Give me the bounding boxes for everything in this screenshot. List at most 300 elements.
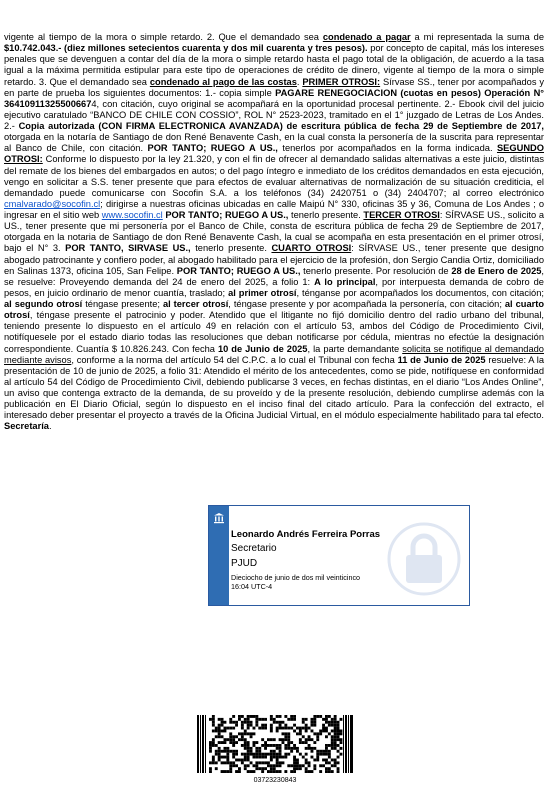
- barcode-module: [279, 753, 282, 756]
- barcode-module: [212, 715, 215, 718]
- barcode-module: [296, 727, 299, 730]
- body-bold-run: POR TANTO; RUEGO A US.,: [147, 143, 278, 154]
- barcode-module: [340, 741, 343, 744]
- barcode-module: [305, 738, 308, 741]
- body-bold-run: PAGARE RENEGOCIACION (cuotas en pesos) Operación N° 36410911325500667: [4, 87, 544, 109]
- barcode-module: [250, 721, 253, 724]
- barcode-module: [276, 715, 279, 718]
- barcode-module: [258, 718, 261, 721]
- barcode-module: [325, 715, 328, 718]
- barcode-module: [331, 744, 334, 747]
- barcode-module: [221, 718, 224, 721]
- barcode-module: [284, 756, 287, 759]
- barcode-module: [293, 730, 296, 733]
- barcode-module: [212, 759, 215, 762]
- barcode-module: [218, 759, 221, 762]
- barcode-module: [250, 750, 253, 753]
- barcode-module: [247, 753, 250, 756]
- barcode-module: [279, 770, 282, 773]
- barcode-guard-bar: [202, 715, 204, 773]
- barcode-module: [313, 724, 316, 727]
- barcode-module: [337, 724, 340, 727]
- barcode-module: [244, 744, 247, 747]
- barcode-module: [325, 735, 328, 738]
- barcode-module: [273, 718, 276, 721]
- barcode-module: [322, 727, 325, 730]
- barcode-module: [235, 753, 238, 756]
- barcode-module: [241, 724, 244, 727]
- barcode-module: [273, 750, 276, 753]
- barcode-module: [299, 753, 302, 756]
- barcode-module: [287, 753, 290, 756]
- barcode-module: [226, 761, 229, 764]
- barcode-module: [293, 759, 296, 762]
- barcode-module: [308, 747, 311, 750]
- barcode-module: [212, 756, 215, 759]
- barcode-module: [226, 727, 229, 730]
- barcode-module: [293, 747, 296, 750]
- barcode-module: [331, 764, 334, 767]
- body-text-run: 4, con citación, cuyo original se acompañará en la oportunidad procesal pertinente. 2.- Ebook civil del juicio ejecutivo caratulado “BANCO DE CHILE CON COSSIO”, ROL N° 2523-2023, tramitado en el 1° juzgado de Letras de Los Andes. 2.-: [4, 98, 544, 131]
- barcode-module: [258, 747, 261, 750]
- barcode-module: [267, 764, 270, 767]
- barcode-module: [337, 732, 340, 735]
- barcode-module: [247, 770, 250, 773]
- barcode-module: [305, 718, 308, 721]
- barcode-module: [284, 735, 287, 738]
- barcode-module: [270, 730, 273, 733]
- barcode-module: [319, 730, 322, 733]
- body-text-run: : SÍRVASE US., solicito a US., tener presente que mi personería por el Banco de Chile, consta de escritura pública de fecha 29 de Septiembre de 2017, otorgada en la notaria de Santiago de don René Benavente Cash, la cual se acompaña en esta presentación en el primer otrosí, bajo el N° 3.: [4, 210, 544, 254]
- barcode-module: [235, 724, 238, 727]
- barcode-module: [299, 764, 302, 767]
- barcode-module: [287, 735, 290, 738]
- barcode-module: [316, 732, 319, 735]
- barcode-module: [270, 738, 273, 741]
- barcode-module: [253, 744, 256, 747]
- barcode-module: [221, 756, 224, 759]
- barcode-module: [296, 761, 299, 764]
- barcode-module: [279, 750, 282, 753]
- barcode-module: [334, 732, 337, 735]
- barcode-module: [331, 747, 334, 750]
- barcode-module: [255, 718, 258, 721]
- barcode-module: [319, 764, 322, 767]
- barcode-module: [340, 730, 343, 733]
- barcode-module: [270, 718, 273, 721]
- barcode-module: [244, 741, 247, 744]
- barcode-module: [302, 756, 305, 759]
- barcode-module: [244, 718, 247, 721]
- barcode-module: [244, 764, 247, 767]
- body-text-run: por concepto de capital, más los intereses penales que se devenguen a contar del día de la mora o simple retardo hasta el pago total de la obligación, de acuerdo a la tasa igual a la máxima permitida estipular para este tipo de operaciones de crédito de dinero, vigente al tiempo de la mora o simple retardo. 3. Que el demandado sea: [4, 43, 544, 87]
- barcode-module: [270, 715, 273, 718]
- barcode-module: [258, 750, 261, 753]
- barcode-module: [238, 718, 241, 721]
- barcode-module: [261, 744, 264, 747]
- barcode-module: [215, 744, 218, 747]
- barcode-module: [238, 770, 241, 773]
- barcode-module: [316, 750, 319, 753]
- body-text-run: , téngase presente y por acompañada la personería, con citación;: [228, 299, 505, 309]
- barcode-module: [270, 753, 273, 756]
- signature-side-bar: [209, 506, 229, 605]
- barcode-module: [253, 756, 256, 759]
- barcode-module: [328, 744, 331, 747]
- barcode-module: [221, 741, 224, 744]
- barcode-module: [253, 753, 256, 756]
- barcode-module: [328, 715, 331, 718]
- barcode-module: [250, 761, 253, 764]
- padlock-icon: [387, 522, 461, 596]
- barcode-module: [232, 753, 235, 756]
- barcode-module: [221, 761, 224, 764]
- barcode-module: [267, 770, 270, 773]
- body-text-run: , conforme a la norma del artículo 54 del C.P.C. a lo cual el Tribunal con fecha: [71, 354, 398, 365]
- barcode-module: [325, 747, 328, 750]
- barcode-module: [308, 764, 311, 767]
- barcode-module: [287, 732, 290, 735]
- barcode-module: [305, 767, 308, 770]
- barcode-module: [276, 727, 279, 730]
- barcode-module: [299, 738, 302, 741]
- barcode-module: [247, 741, 250, 744]
- barcode-module: [284, 747, 287, 750]
- barcode-module: [235, 750, 238, 753]
- barcode-module: [218, 741, 221, 744]
- barcode-module: [229, 732, 232, 735]
- barcode-module: [302, 735, 305, 738]
- barcode-guard-bar: [350, 715, 353, 773]
- barcode-module: [284, 744, 287, 747]
- barcode-module: [250, 753, 253, 756]
- barcode-module: [276, 753, 279, 756]
- barcode-module: [284, 770, 287, 773]
- barcode-module: [270, 770, 273, 773]
- barcode-module: [226, 738, 229, 741]
- barcode-module: [221, 730, 224, 733]
- barcode-module: [215, 761, 218, 764]
- barcode-module: [247, 727, 250, 730]
- barcode-module: [276, 721, 279, 724]
- barcode-module: [273, 721, 276, 724]
- barcode-module: [212, 724, 215, 727]
- barcode-module: [235, 735, 238, 738]
- barcode-module: [276, 747, 279, 750]
- barcode-module: [311, 770, 314, 773]
- barcode-module: [293, 724, 296, 727]
- barcode-module: [293, 770, 296, 773]
- barcode-module: [334, 747, 337, 750]
- barcode-module: [253, 764, 256, 767]
- barcode-module: [328, 756, 331, 759]
- barcode-module: [296, 764, 299, 767]
- courthouse-icon: [213, 512, 225, 524]
- barcode-module: [215, 750, 218, 753]
- barcode-module: [302, 718, 305, 721]
- barcode-module: [226, 747, 229, 750]
- barcode-module: [316, 735, 319, 738]
- barcode-module: [337, 750, 340, 753]
- barcode-module: [305, 753, 308, 756]
- barcode-module: [319, 770, 322, 773]
- barcode-module: [258, 727, 261, 730]
- barcode-module: [232, 721, 235, 724]
- barcode-module: [296, 759, 299, 762]
- barcode-module: [229, 718, 232, 721]
- barcode-guard-bar: [197, 715, 199, 773]
- barcode-module: [226, 756, 229, 759]
- barcode-module: [235, 764, 238, 767]
- barcode-module: [325, 761, 328, 764]
- barcode-module: [334, 764, 337, 767]
- barcode-module: [334, 730, 337, 733]
- barcode-module: [311, 756, 314, 759]
- barcode-module: [276, 761, 279, 764]
- barcode-module: [334, 741, 337, 744]
- barcode-module: [308, 727, 311, 730]
- barcode-module: [218, 730, 221, 733]
- barcode-module: [255, 741, 258, 744]
- body-bold-run: condenado a pagar: [322, 32, 411, 42]
- barcode-module: [267, 761, 270, 764]
- barcode-module: [261, 738, 264, 741]
- barcode-module: [267, 753, 270, 756]
- barcode-module: [247, 750, 250, 753]
- barcode-module: [313, 767, 316, 770]
- barcode-module: [302, 764, 305, 767]
- barcode-module: [302, 721, 305, 724]
- barcode-module: [255, 756, 258, 759]
- barcode-module: [247, 764, 250, 767]
- signer-role: Secretario: [231, 543, 277, 554]
- barcode-module: [224, 756, 227, 759]
- barcode-module: [212, 730, 215, 733]
- barcode-module: [270, 727, 273, 730]
- barcode-module: [270, 764, 273, 767]
- barcode-module: [325, 753, 328, 756]
- barcode-module: [264, 761, 267, 764]
- barcode-module: [311, 721, 314, 724]
- barcode-module: [293, 756, 296, 759]
- barcode-module: [224, 750, 227, 753]
- barcode-module: [334, 724, 337, 727]
- barcode-module: [276, 730, 279, 733]
- barcode-module: [250, 735, 253, 738]
- barcode-module: [273, 744, 276, 747]
- barcode-module: [313, 715, 316, 718]
- barcode-module: [279, 756, 282, 759]
- barcode-module: [247, 715, 250, 718]
- barcode-module: [313, 741, 316, 744]
- barcode-module: [258, 761, 261, 764]
- barcode-module: [279, 724, 282, 727]
- barcode-module: [282, 756, 285, 759]
- barcode-module: [247, 732, 250, 735]
- body-link[interactable]: cmalvarado@socofin.cl: [4, 198, 101, 209]
- barcode-module: [325, 759, 328, 762]
- barcode-module: [209, 767, 212, 770]
- barcode-module: [279, 727, 282, 730]
- barcode-module: [232, 741, 235, 744]
- barcode-module: [305, 727, 308, 730]
- barcode-module: [279, 744, 282, 747]
- barcode-module: [261, 770, 264, 773]
- barcode-module: [238, 738, 241, 741]
- barcode-module: [273, 756, 276, 759]
- signature-date: [231, 573, 360, 591]
- barcode-module: [276, 764, 279, 767]
- barcode-module: [270, 744, 273, 747]
- barcode-module: [218, 718, 221, 721]
- body-bold-run: al cuarto otrosí: [4, 299, 545, 321]
- barcode-module: [270, 724, 273, 727]
- barcode-module: [224, 761, 227, 764]
- barcode-module: [261, 756, 264, 759]
- barcode-module: [235, 721, 238, 724]
- body-bold-run: 11 de Junio de 2025: [397, 354, 486, 365]
- barcode-module: [290, 747, 293, 750]
- barcode-module: [319, 732, 322, 735]
- barcode-module: [279, 764, 282, 767]
- barcode-module: [334, 735, 337, 738]
- body-bold-run: SEGUNDO OTROSI:: [4, 143, 544, 165]
- document-body-text: [4, 32, 544, 433]
- barcode-module: [308, 735, 311, 738]
- barcode-module: [232, 756, 235, 759]
- barcode-module: [299, 727, 302, 730]
- barcode-module: [293, 761, 296, 764]
- barcode-module: [331, 741, 334, 744]
- barcode-module: [209, 747, 212, 750]
- barcode-module: [221, 750, 224, 753]
- barcode-module: [218, 735, 221, 738]
- barcode-module: [212, 761, 215, 764]
- barcode-module: [328, 750, 331, 753]
- barcode-module: [279, 738, 282, 741]
- barcode-module: [238, 759, 241, 762]
- barcode-module: [221, 721, 224, 724]
- barcode-guard-bar: [345, 715, 347, 773]
- barcode-module: [264, 744, 267, 747]
- barcode-module: [264, 756, 267, 759]
- barcode-module: [218, 727, 221, 730]
- barcode-module: [264, 741, 267, 744]
- barcode-module: [273, 764, 276, 767]
- body-bold-run: condenado al pago de las costas: [149, 76, 297, 87]
- barcode-module: [244, 747, 247, 750]
- body-text-run: téngase presente;: [82, 299, 163, 309]
- barcode-module: [218, 732, 221, 735]
- barcode-module: [328, 770, 331, 773]
- barcode-module: [279, 721, 282, 724]
- barcode-module: [337, 767, 340, 770]
- barcode-module: [322, 753, 325, 756]
- body-bold-run: CUARTO OTROSI: [271, 243, 352, 254]
- barcode-module: [316, 738, 319, 741]
- barcode-module: [244, 721, 247, 724]
- barcode-module: [241, 753, 244, 756]
- barcode-module: [244, 756, 247, 759]
- body-bold-run: Copia autorizada (CON FIRMA ELECTRONICA AVANZADA) de escritura pública de fecha 29 de Septiembre de 2017,: [18, 121, 544, 131]
- barcode-module: [331, 721, 334, 724]
- barcode-module: [232, 750, 235, 753]
- barcode-module: [229, 738, 232, 741]
- barcode-module: [282, 741, 285, 744]
- barcode-module: [334, 759, 337, 762]
- barcode-module: [218, 756, 221, 759]
- barcode-module: [247, 718, 250, 721]
- barcode-module: [224, 727, 227, 730]
- barcode-module: [221, 724, 224, 727]
- barcode-module: [244, 738, 247, 741]
- barcode-module: [322, 759, 325, 762]
- body-text-run: , por interpuesta demanda de cobro de pesos, en juicio ordinario de menor cuantía, traslado;: [4, 276, 544, 298]
- barcode-module: [296, 747, 299, 750]
- barcode-module: [290, 741, 293, 744]
- barcode-module: [331, 724, 334, 727]
- barcode-module: [255, 715, 258, 718]
- barcode-module: [250, 715, 253, 718]
- barcode-module: [282, 738, 285, 741]
- body-text-run: , téngase presente el patrocinio y poder. Atendido que el litigante no fijó domicilio dentro del radio urbano del tribunal, teniendo presente lo dispuesto en el artículo 49 en relación con el artículo 53, ambos del Código de Procedimiento Civil, notifíquesele por el estado diario todas las resoluciones que deban notificarse por cédula, mientras no efectúe la designación correspondiente. Cuantía $ 10.826.243. Con fecha: [4, 310, 544, 354]
- barcode-module: [255, 767, 258, 770]
- barcode-guard-bar: [348, 715, 349, 773]
- barcode-module: [284, 738, 287, 741]
- barcode-module: [299, 732, 302, 735]
- barcode-module: [244, 767, 247, 770]
- barcode-module: [290, 715, 293, 718]
- barcode-module: [250, 724, 253, 727]
- barcode-module: [212, 738, 215, 741]
- barcode-module: [229, 721, 232, 724]
- barcode-module: [224, 770, 227, 773]
- barcode-module: [305, 770, 308, 773]
- barcode-module: [328, 761, 331, 764]
- barcode-module: [328, 767, 331, 770]
- barcode-module: [212, 718, 215, 721]
- barcode-module: [276, 744, 279, 747]
- barcode-module: [253, 741, 256, 744]
- barcode-module: [337, 770, 340, 773]
- barcode-module: [209, 741, 212, 744]
- barcode-module: [334, 727, 337, 730]
- barcode-module: [334, 721, 337, 724]
- body-bold-run: POR TANTO; RUEGO A US.,: [165, 210, 289, 220]
- body-bold-run: 28 de Enero de 2025: [451, 265, 542, 276]
- barcode-module: [313, 747, 316, 750]
- barcode-module: [337, 735, 340, 738]
- barcode-module: [232, 715, 235, 718]
- barcode-module: [209, 744, 212, 747]
- barcode-module: [340, 738, 343, 741]
- barcode-module: [325, 718, 328, 721]
- barcode-module: [264, 718, 267, 721]
- barcode-module: [322, 730, 325, 733]
- barcode-module: [293, 767, 296, 770]
- barcode-module: [226, 750, 229, 753]
- barcode-module: [328, 721, 331, 724]
- barcode-module: [276, 770, 279, 773]
- barcode-module: [340, 753, 343, 756]
- barcode-module: [331, 738, 334, 741]
- barcode-module: [311, 730, 314, 733]
- barcode-module: [209, 750, 212, 753]
- barcode-module: [250, 747, 253, 750]
- body-link[interactable]: www.socofin.cl: [101, 210, 163, 220]
- barcode-module: [241, 732, 244, 735]
- barcode-module: [293, 715, 296, 718]
